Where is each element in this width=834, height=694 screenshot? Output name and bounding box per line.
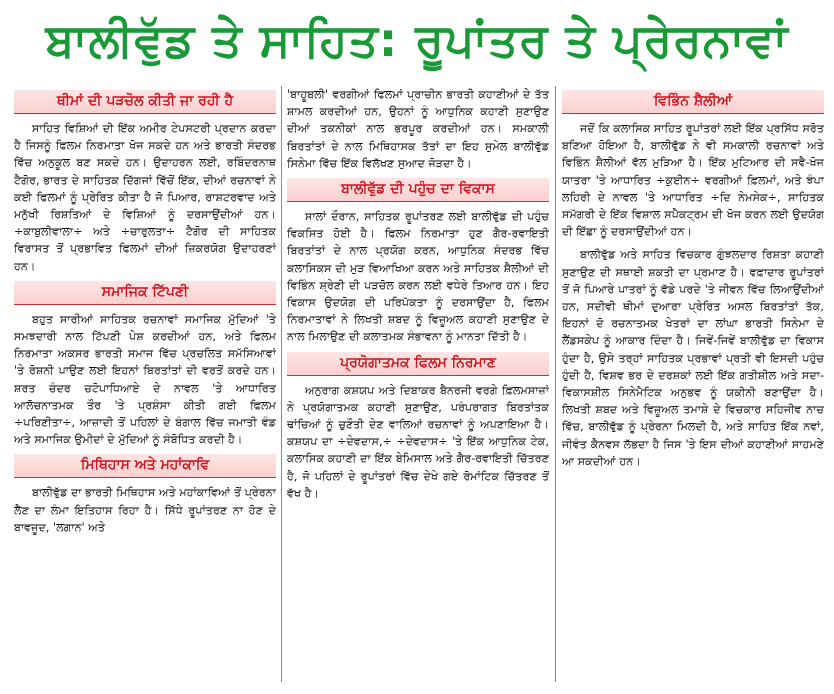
column-left	[14, 86, 276, 686]
paragraph: ਬਾਲੀਵੁੱਡ ਅਤੇ ਸਾਹਿਤ ਵਿਚਕਾਰ ਗੁੰਝਲਦਾਰ ਰਿਸ਼ਤਾ ਕਹਾਣੀ ਸੁਣਾਉਣ ਦੀ ਸਥਾਈ ਸ਼ਕਤੀ ਦਾ ਪ੍ਰਮਾਣ ਹੈ। ਵਫ਼ਾਦਾਰ ਰੂਪਾਂਤਰਾਂ ਤੋਂ ਜੋ ਪਿਆਰੇ ਪਾਤਰਾਂ ਨੂੰ ਵੱਡੇ ਪਰਦੇ 'ਤੇ ਜੀਵਨ ਵਿੱਚ ਲਿਆਉਂਦੀਆਂ ਹਨ, ਸਦੀਵੀ ਥੀਮਾਂ ਦੁਆਰਾ ਪ੍ਰੇਰਿਤ ਅਸਲ ਬਿਰਤਾਂਤਾਂ ਤੱਕ, ਇਹਨਾਂ ਦੋ ਰਚਨਾਤਮਕ ਖੇਤਰਾਂ ਦਾ ਲਾਂਘਾ ਭਾਰਤੀ ਸਿਨੇਮਾ ਦੇ ਲੈਂਡਸਕੇਪ ਨੂੰ ਆਕਾਰ ਦਿੰਦਾ ਹੈ। ਜਿਵੇਂ-ਜਿਵੇਂ ਬਾਲੀਵੁੱਡ ਦਾ ਵਿਕਾਸ ਹੁੰਦਾ ਹੈ, ਉਸੇ ਤਰ੍ਹਾਂ ਸਾਹਿਤਕ ਪ੍ਰਭਾਵਾਂ ਪ੍ਰਤੀ ਵੀ ਇਸਦੀ ਪਹੁੰਚ ਹੁੰਦੀ ਹੈ, ਵਿਸ਼ਵ ਭਰ ਦੇ ਦਰਸ਼ਕਾਂ ਲਈ ਇੱਕ ਗਤੀਸ਼ੀਲ ਅਤੇ ਸਦਾ-ਵਿਕਾਸਸ਼ੀਲ ਸਿਨੇਮੈਟਿਕ ਅਨੁਭਵ ਨੂੰ ਯਕੀਨੀ ਬਣਾਉਂਦਾ ਹੈ। ਲਿਖਤੀ ਸ਼ਬਦ ਅਤੇ ਵਿਜ਼ੂਅਲ ਤਮਾਸ਼ੇ ਦੇ ਵਿਚਕਾਰ ਸਹਿਜੀਵ ਨਾਚ ਵਿੱਚ, ਬਾਲੀਵੁੱਡ ਨੂੰ ਪ੍ਰੇਰਨਾ ਮਿਲਦੀ ਹੈ, ਅਤੇ ਸਾਹਿਤ ਇੱਕ ਨਵਾਂ, ਜੀਵੰਤ ਕੈਨਵਸ ਲੱਭਦਾ ਹੈ ਜਿਸ 'ਤੇ ਇਸ ਦੀਆਂ ਕਹਾਣੀਆਂ ਸਾਹਮਣੇ ਆ ਸਕਦੀਆਂ ਹਨ।	[562, 248, 824, 468]
column-right	[562, 86, 824, 686]
paragraph: ਅਨੁਰਾਗ ਕਸ਼ਯਪ ਅਤੇ ਦਿਬਾਕਰ ਬੈਨਰਜੀ ਵਰਗੇ ਫ਼ਿਲਮਸਾਜ਼ਾਂ ਨੇ ਪ੍ਰਯੋਗਾਤਮਕ ਕਹਾਣੀ ਸੁਣਾਉਣ, ਪਰੰਪਰਾਗਤ ਬਿਰਤਾਂਤਕ ਢਾਂਚਿਆਂ ਨੂੰ ਚੁਣੌਤੀ ਦੇਣ ਵਾਲਿਆਂ ਰਚਨਾਵਾਂ ਨੂੰ ਅਪਣਾਇਆ ਹੈ। ਕਸ਼ਯਪ ਦਾ ÷ਦੇਵਦਾਸ,÷ ÷ਦੇਵਦਾਸ÷ 'ਤੇ ਇੱਕ ਆਧੁਨਿਕ ਟੇਕ, ਕਲਾਸਿਕ ਕਹਾਣੀ ਦਾ ਇੱਕ ਬੇਮਿਸਾਲ ਅਤੇ ਗੈਰ-ਰਵਾਇਤੀ ਚਿੱਤਰਣ ਹੈ, ਜੋ ਪਹਿਲਾਂ ਦੇ ਰੂਪਾਂਤਰਾਂ ਵਿੱਚ ਦੇਖੇ ਗਏ ਰੋਮਾਂਟਿਕ ਚਿੱਤਰਣ ਤੋਂ ਵੱਖ ਹੈ।	[287, 383, 549, 500]
page-title: ਬਾਲੀਵੁੱਡ ਤੇ ਸਾਹਿਤ: ਰੂਪਾਂਤਰ ਤੇ ਪ੍ਰੇਰਨਾਵਾਂ	[45, 13, 789, 67]
column-divider	[281, 86, 282, 682]
section-heading-mythology: ਮਿਥਿਹਾਸ ਅਤੇ ਮਹਾਂਕਾਵਿ	[14, 454, 276, 478]
column-middle	[287, 86, 549, 686]
paragraph: 'ਬਾਹੂਬਲੀ' ਵਰਗੀਆਂ ਫਿਲਮਾਂ ਪ੍ਰਾਚੀਨ ਭਾਰਤੀ ਕਹਾਣੀਆਂ ਦੇ ਤੱਤ ਸ਼ਾਮਲ ਕਰਦੀਆਂ ਹਨ, ਉਹਨਾਂ ਨੂੰ ਆਧੁਨਿਕ ਕਹਾਣੀ ਸੁਣਾਉਣ ਦੀਆਂ ਤਕਨੀਕਾਂ ਨਾਲ ਭਰਪੂਰ ਕਰਦੀਆਂ ਹਨ। ਸਮਕਾਲੀ ਬਿਰਤਾਂਤਾਂ ਦੇ ਨਾਲ ਮਿਥਿਹਾਸਕ ਤੱਤਾਂ ਦਾ ਇਹ ਸੁਮੇਲ ਬਾਲੀਵੁੱਡ ਸਿਨੇਮਾ ਵਿੱਚ ਇੱਕ ਵਿਲੱਖਣ ਸੁਆਦ ਜੋੜਦਾ ਹੈ।	[287, 88, 549, 170]
section-heading-diverse-genres: ਵਿਭਿੰਨ ਸ਼ੈਲੀਆਂ	[562, 90, 824, 114]
section-heading-themes: ਥੀਮਾਂ ਦੀ ਪੜਚੋਲ ਕੀਤੀ ਜਾ ਰਹੀ ਹੈ	[14, 90, 276, 114]
section-heading-evolution: ਬਾਲੀਵੁੱਡ ਦੀ ਪਹੁੰਚ ਦਾ ਵਿਕਾਸ	[287, 178, 549, 202]
paragraph: ਜਦੋਂ ਕਿ ਕਲਾਸਿਕ ਸਾਹਿਤ ਰੂਪਾਂਤਰਾਂ ਲਈ ਇੱਕ ਪ੍ਰਸਿੱਧ ਸਰੋਤ ਬਣਿਆ ਹੋਇਆ ਹੈ, ਬਾਲੀਵੁੱਡ ਨੇ ਵੀ ਸਮਕਾਲੀ ਰਚਨਾਵਾਂ ਅਤੇ ਵਿਭਿੰਨ ਸ਼ੈਲੀਆਂ ਵੱਲ ਮੁੜਿਆ ਹੈ। ਇੱਕ ਮੁਟਿਆਰ ਦੀ ਸਵੈ-ਖੋਜ ਯਾਤਰਾ 'ਤੇ ਆਧਾਰਿਤ ÷ਕੁਈਨ÷ ਵਰਗੀਆਂ ਫ਼ਿਲਮਾਂ, ਅਤੇ ਝੰਪਾ ਲਹਿਰੀ ਦੇ ਨਾਵਲ 'ਤੇ ਆਧਾਰਿਤ ÷ਦਿ ਨੇਮਸੇਕ÷, ਸਾਹਿਤਕ ਸਮੱਗਰੀ ਦੇ ਇੱਕ ਵਿਸ਼ਾਲ ਸਪੈਕਟ੍ਰਮ ਦੀ ਖੋਜ ਕਰਨ ਲਈ ਉਦਯੋਗ ਦੀ ਇੱਛਾ ਨੂੰ ਦਰਸਾਉਂਦੀਆਂ ਹਨ।	[562, 122, 824, 239]
paragraph: ਬਾਲੀਵੁੱਡ ਦਾ ਭਾਰਤੀ ਮਿਥਿਹਾਸ ਅਤੇ ਮਹਾਂਕਾਵਿਆਂ ਤੋਂ ਪ੍ਰੇਰਨਾ ਲੈਣ ਦਾ ਲੰਮਾ ਇਤਿਹਾਸ ਰਿਹਾ ਹੈ। ਸਿੱਧੇ ਰੂਪਾਂਤਰਣ ਨਾ ਹੋਣ ਦੇ ਬਾਵਜੂਦ, 'ਲਗਾਨ' ਅਤੇ	[14, 486, 276, 534]
section-heading-social-commentary: ਸਮਾਜਿਕ ਟਿੱਪਣੀ	[14, 281, 276, 305]
paragraph: ਬਹੁਤ ਸਾਰੀਆਂ ਸਾਹਿਤਕ ਰਚਨਾਵਾਂ ਸਮਾਜਿਕ ਮੁੱਦਿਆਂ 'ਤੇ ਸਮਝਦਾਰੀ ਨਾਲ ਟਿੱਪਣੀ ਪੇਸ਼ ਕਰਦੀਆਂ ਹਨ, ਅਤੇ ਫਿਲਮ ਨਿਰਮਾਤਾ ਅਕਸਰ ਭਾਰਤੀ ਸਮਾਜ ਵਿੱਚ ਪ੍ਰਚਲਿਤ ਸਮੱਸਿਆਵਾਂ 'ਤੇ ਰੋਸ਼ਨੀ ਪਾਉਣ ਲਈ ਇਹਨਾਂ ਬਿਰਤਾਂਤਾਂ ਦੀ ਵਰਤੋਂ ਕਰਦੇ ਹਨ। ਸ਼ਰਤ ਚੰਦਰ ਚਟੋਪਾਧਿਆਏ ਦੇ ਨਾਵਲ 'ਤੇ ਆਧਾਰਿਤ ਆਲੋਚਨਾਤਮਕ ਤੌਰ 'ਤੇ ਪ੍ਰਸ਼ੰਸਾ ਕੀਤੀ ਗਈ ਫਿਲਮ ÷ਪਰਿਣੀਤਾ÷, ਆਜ਼ਾਦੀ ਤੋਂ ਪਹਿਲਾਂ ਦੇ ਬੰਗਾਲ ਵਿੱਚ ਜਮਾਤੀ ਵੰਡ ਅਤੇ ਸਮਾਜਿਕ ਉਮੀਦਾਂ ਦੇ ਮੁੱਦਿਆਂ ਨੂੰ ਸੰਬੋਧਿਤ ਕਰਦੀ ਹੈ।	[14, 312, 276, 447]
section-heading-experimental: ਪ੍ਰਯੋਗਾਤਮਕ ਫਿਲਮ ਨਿਰਮਾਣ	[287, 352, 549, 376]
paragraph: ਸਾਹਿਤ ਵਿਸ਼ਿਆਂ ਦੀ ਇੱਕ ਅਮੀਰ ਟੇਪਸਟਰੀ ਪ੍ਰਦਾਨ ਕਰਦਾ ਹੈ ਜਿਸਨੂੰ ਫਿਲਮ ਨਿਰਮਾਤਾ ਖੋਜ ਸਕਦੇ ਹਨ ਅਤੇ ਭਾਰਤੀ ਸੰਦਰਭ ਵਿੱਚ ਅਨੁਕੂਲ ਬਣ ਸਕਦੇ ਹਨ। ਉਦਾਹਰਨ ਲਈ, ਰਬਿੰਦਰਨਾਥ ਟੈਗੋਰ, ਭਾਰਤ ਦੇ ਸਾਹਿਤਕ ਦਿੱਗਜਾਂ ਵਿੱਚੋਂ ਇੱਕ, ਦੀਆਂ ਰਚਨਾਵਾਂ ਨੇ ਕਈ ਫਿਲਮਾਂ ਨੂੰ ਪ੍ਰੇਰਿਤ ਕੀਤਾ ਹੈ ਜੋ ਪਿਆਰ, ਰਾਸ਼ਟਰਵਾਦ ਅਤੇ ਮਨੁੱਖੀ ਰਿਸ਼ਤਿਆਂ ਦੇ ਵਿਸ਼ਿਆਂ ਨੂੰ ਦਰਸਾਉਂਦੀਆਂ ਹਨ। ÷ਕਾਬੁਲੀਵਾਲਾ÷ ਅਤੇ ÷ਚਾਰੁਲਤਾ÷ ਟੈਗੋਰ ਦੀ ਸਾਹਿਤਕ ਵਿਰਾਸਤ ਤੋਂ ਪ੍ਰਭਾਵਿਤ ਫਿਲਮਾਂ ਦੀਆਂ ਜ਼ਿਕਰਯੋਗ ਉਦਾਹਰਣਾਂ ਹਨ।	[14, 122, 276, 273]
column-divider	[555, 86, 556, 682]
paragraph: ਸਾਲਾਂ ਦੌਰਾਨ, ਸਾਹਿਤਕ ਰੂਪਾਂਤਰਣ ਲਈ ਬਾਲੀਵੁੱਡ ਦੀ ਪਹੁੰਚ ਵਿਕਸਿਤ ਹੋਈ ਹੈ। ਫਿਲਮ ਨਿਰਮਾਤਾ ਹੁਣ ਗੈਰ-ਰਵਾਇਤੀ ਬਿਰਤਾਂਤਾਂ ਦੇ ਨਾਲ ਪ੍ਰਯੋਗ ਕਰਨ, ਆਧੁਨਿਕ ਸੰਦਰਭ ਵਿੱਚ ਕਲਾਸਿਕਸ ਦੀ ਮੁੜ ਵਿਆਖਿਆ ਕਰਨ ਅਤੇ ਸਾਹਿਤਕ ਸ਼ੈਲੀਆਂ ਦੀ ਵਿਭਿੰਨ ਸ਼੍ਰੇਣੀ ਦੀ ਪੜਚੋਲ ਕਰਨ ਲਈ ਵਧੇਰੇ ਤਿਆਰ ਹਨ। ਇਹ ਵਿਕਾਸ ਉਦਯੋਗ ਦੀ ਪਰਿਪੱਕਤਾ ਨੂੰ ਦਰਸਾਉਂਦਾ ਹੈ, ਫਿਲਮ ਨਿਰਮਾਤਾਵਾਂ ਨੇ ਲਿਖਤੀ ਸ਼ਬਦ ਨੂੰ ਵਿਜ਼ੂਅਲ ਕਹਾਣੀ ਸੁਣਾਉਣ ਦੇ ਨਾਲ ਮਿਲਾਉਣ ਦੀ ਕਲਾਤਮਕ ਸੰਭਾਵਨਾ ਨੂੰ ਮਾਨਤਾ ਦਿੱਤੀ ਹੈ।	[287, 210, 549, 344]
